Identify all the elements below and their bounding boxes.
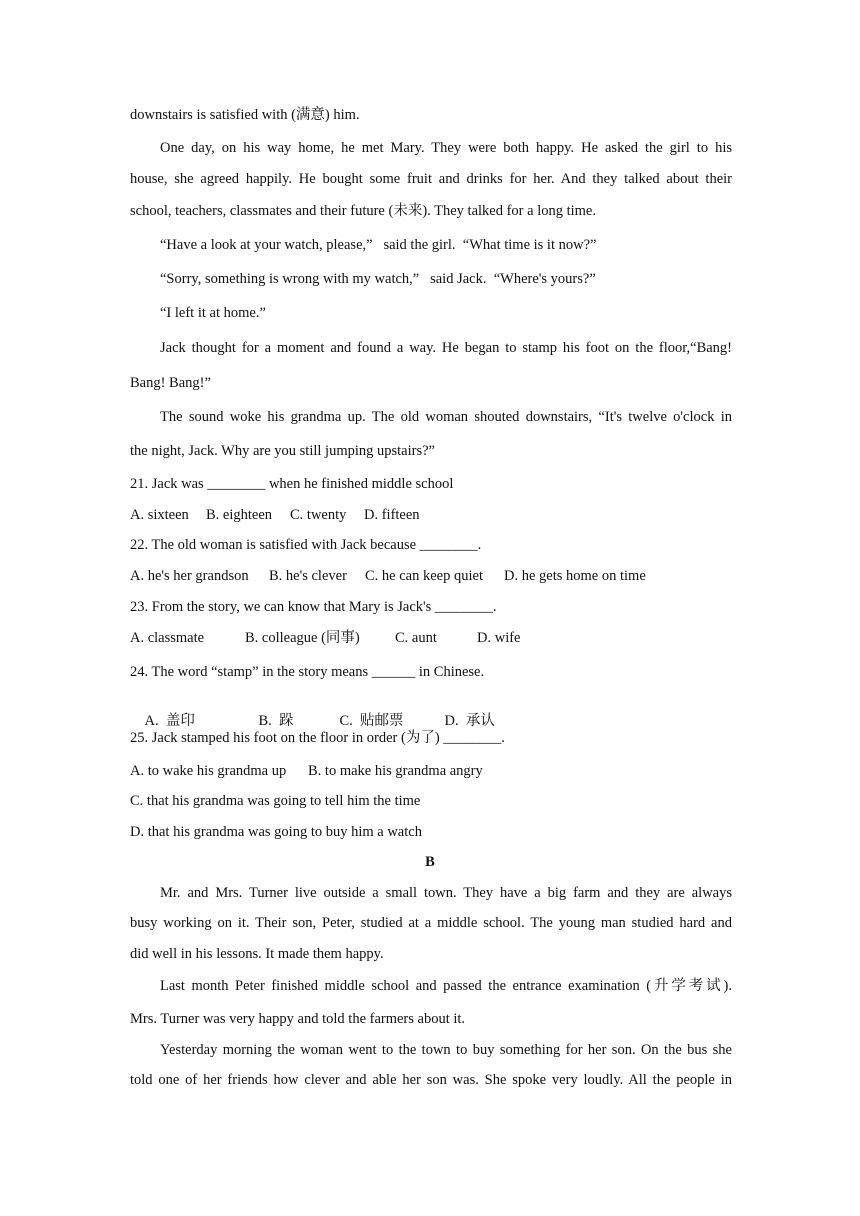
section-heading: B: [425, 854, 435, 870]
question-options: [130, 567, 732, 585]
option: B. colleague (同事): [245, 630, 360, 646]
question-stem: 24. The word “stamp” in the story means ______ in Chinese.: [130, 664, 485, 680]
paragraph-line: downstairs is satisfied with (满意) him.: [130, 107, 360, 123]
paragraph-line: told one of her friends how clever and able her son was. She spoke very loudly. All the people in: [130, 1072, 732, 1088]
option: A. he's her grandson: [130, 568, 249, 584]
option: D. he gets home on time: [504, 568, 646, 584]
paragraph-line: One day, on his way home, he met Mary. They were both happy. He asked the girl to his: [160, 140, 732, 156]
option: D. wife: [477, 630, 521, 646]
question-stem: 25. Jack stamped his foot on the floor in order (为了) ________.: [130, 730, 505, 746]
question-options: [130, 762, 732, 780]
option: A. 盖印: [144, 713, 195, 729]
option: C. he can keep quiet: [365, 568, 483, 584]
option: B. he's clever: [269, 568, 347, 584]
option: C. 贴邮票: [339, 713, 404, 729]
paragraph-line: busy working on it. Their son, Peter, studied at a middle school. The young man studied hard and: [130, 915, 732, 931]
question-stem: 21. Jack was ________ when he finished middle school: [130, 476, 454, 492]
question-options: [130, 629, 732, 647]
paragraph-line: Mr. and Mrs. Turner live outside a small town. They have a big farm and they are always: [160, 885, 732, 901]
paragraph-line: the night, Jack. Why are you still jumping upstairs?”: [130, 443, 435, 459]
question-options: [130, 506, 732, 524]
option: A. sixteen: [130, 507, 189, 523]
paragraph-line: school, teachers, classmates and their future (未来). They talked for a long time.: [130, 203, 596, 219]
option: C. aunt: [395, 630, 437, 646]
option: C. that his grandma was going to tell him the time: [130, 793, 421, 809]
option: C. twenty: [290, 507, 347, 523]
dialogue-line: “Sorry, something is wrong with my watch,” said Jack. “Where's yours?”: [160, 271, 596, 287]
paragraph-line: Mrs. Turner was very happy and told the farmers about it.: [130, 1011, 466, 1027]
dialogue-line: “I left it at home.”: [160, 305, 266, 321]
option: D. that his grandma was going to buy him a watch: [130, 824, 422, 840]
paragraph-line: house, she agreed happily. He bought some fruit and drinks for her. And they talked about their: [130, 171, 732, 187]
paragraph-line: Last month Peter finished middle school and passed the entrance examination (升学考试).: [160, 978, 732, 994]
dialogue-line: “Have a look at your watch, please,” said the girl. “What time is it now?”: [160, 237, 597, 253]
paragraph-line: Jack thought for a moment and found a way. He began to stamp his foot on the floor,“Bang!: [160, 340, 732, 356]
option: B. to make his grandma angry: [308, 763, 483, 779]
option: D. 承认: [444, 713, 495, 729]
option: D. fifteen: [364, 507, 420, 523]
question-stem: 23. From the story, we can know that Mary is Jack's ________.: [130, 599, 497, 615]
paragraph-line: Yesterday morning the woman went to the town to buy something for her son. On the bus she: [160, 1042, 732, 1058]
option: B. eighteen: [206, 507, 273, 523]
option: B. 跺: [258, 713, 294, 729]
option: A. classmate: [130, 630, 205, 646]
question-stem: 22. The old woman is satisfied with Jack because ________.: [130, 537, 482, 553]
paragraph-line: The sound woke his grandma up. The old woman shouted downstairs, “It's twelve o'clock in: [160, 409, 732, 425]
paragraph-line: did well in his lessons. It made them happy.: [130, 946, 384, 962]
paragraph-line: Bang! Bang!”: [130, 375, 211, 391]
option: A. to wake his grandma up: [130, 763, 287, 779]
